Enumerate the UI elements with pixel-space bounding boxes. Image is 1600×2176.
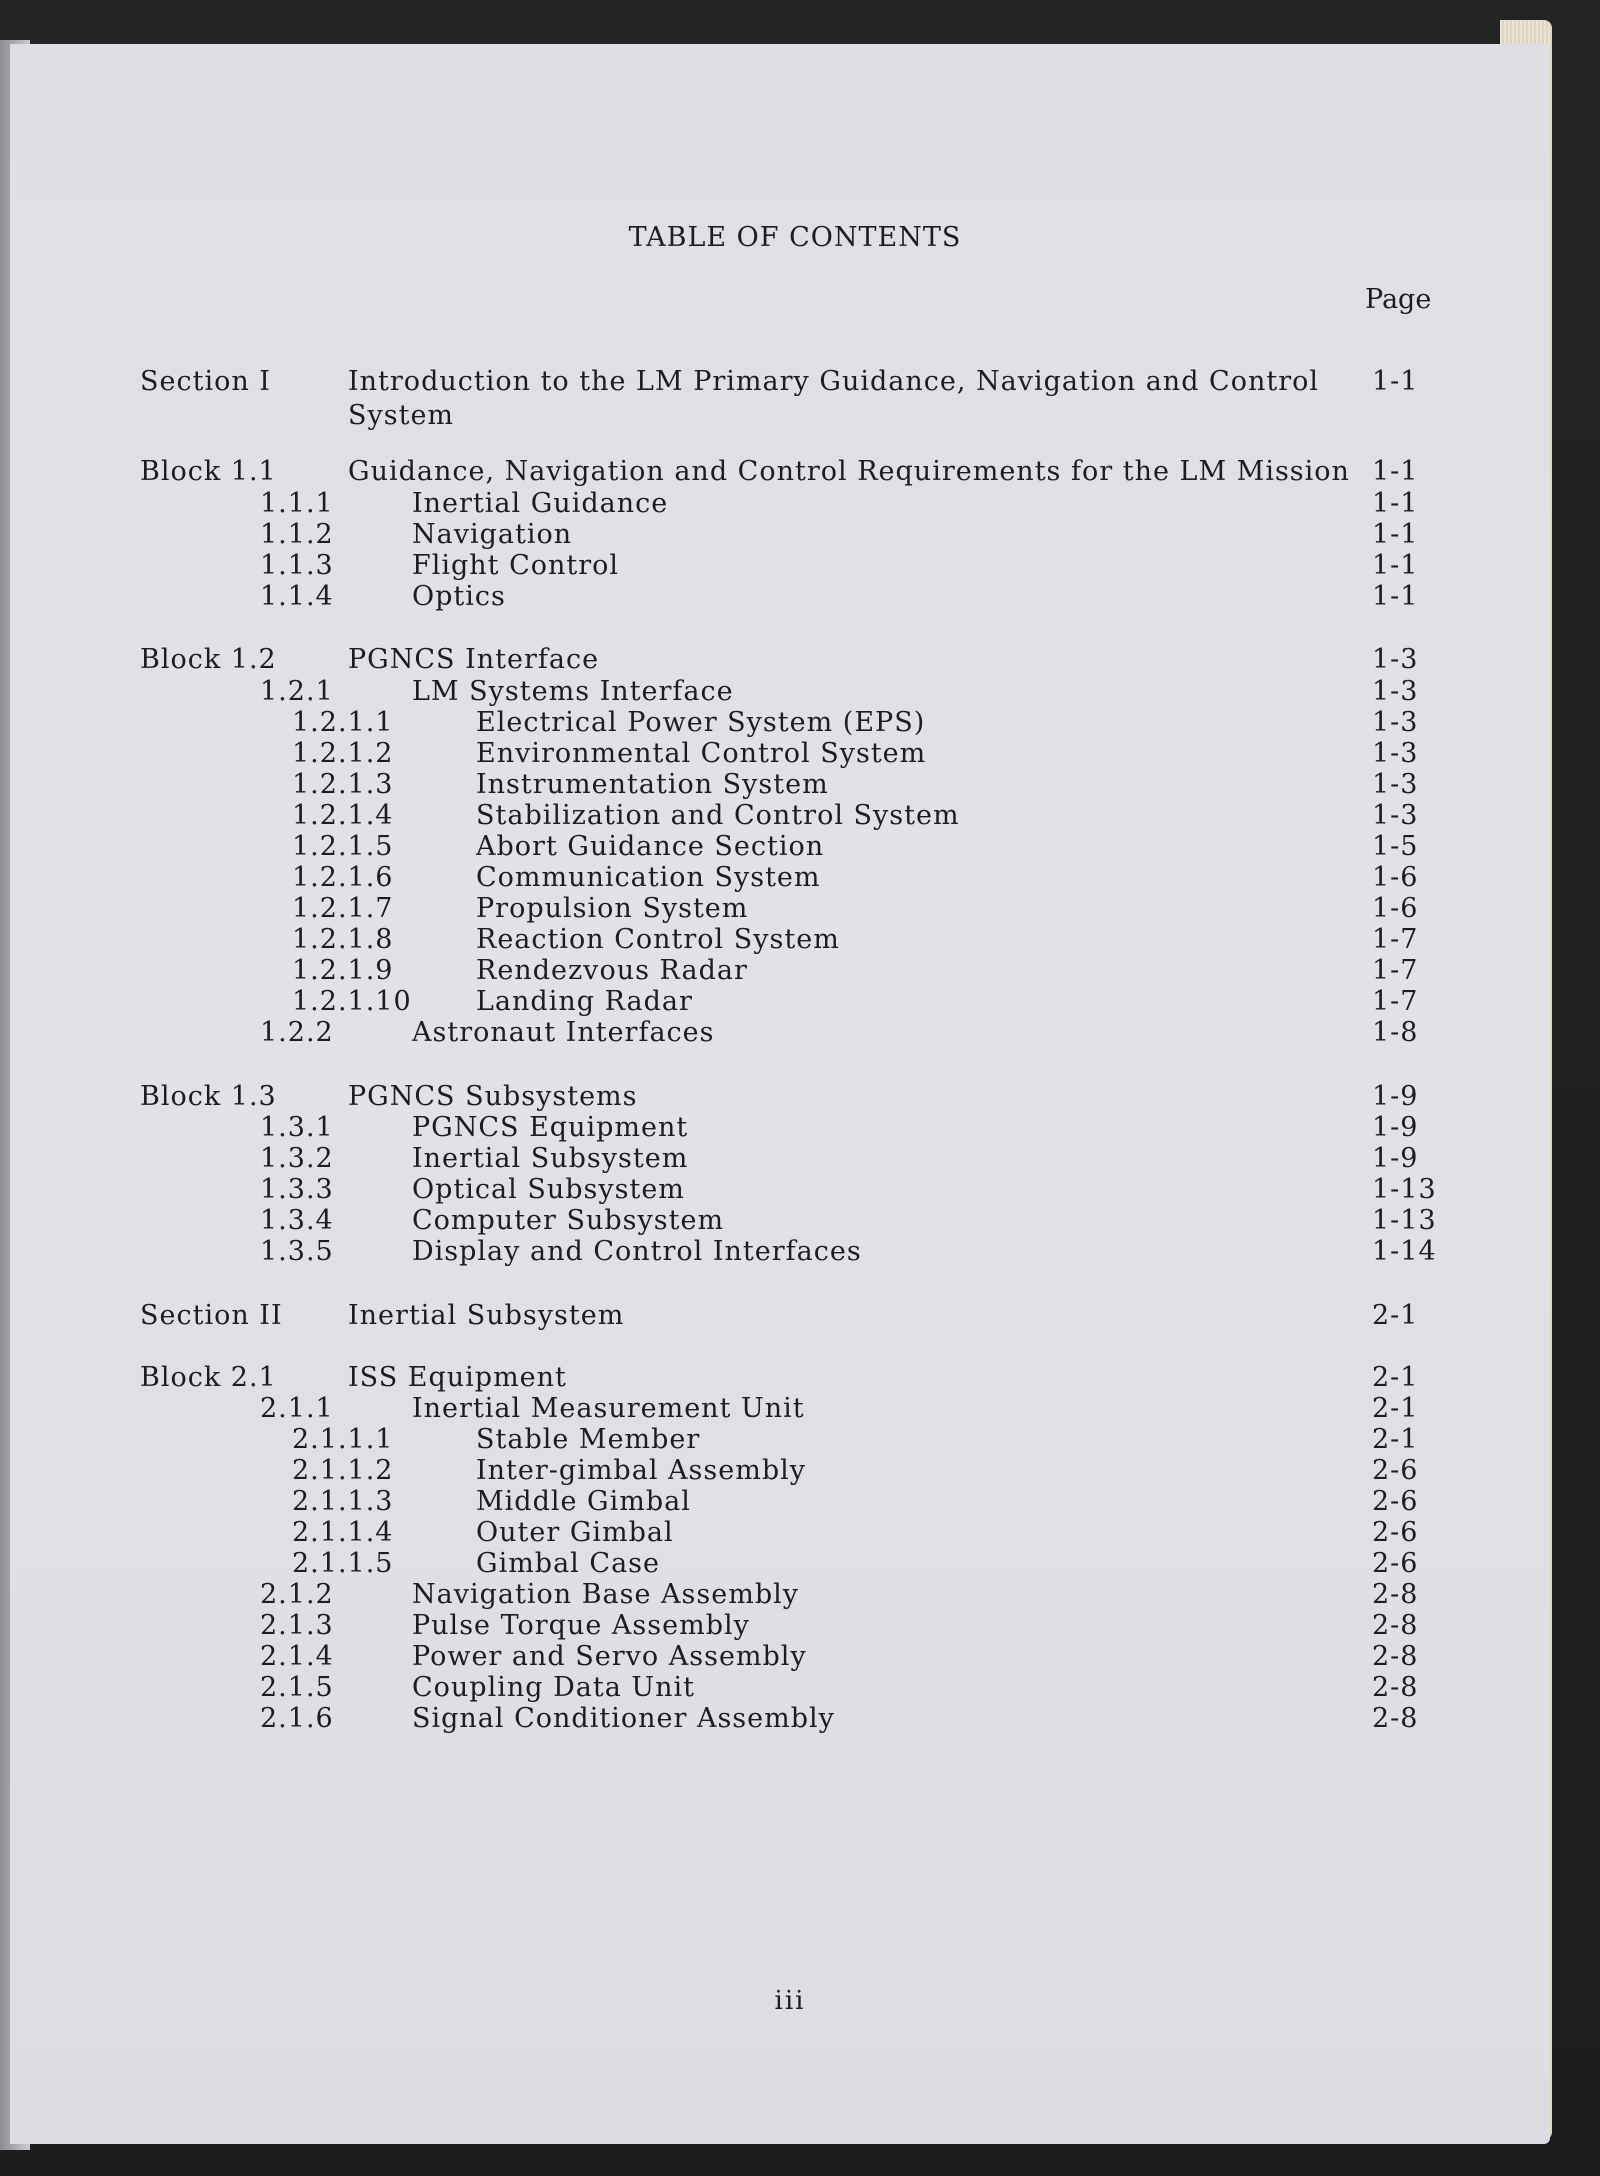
toc-entry-title: Optical Subsystem — [412, 1174, 685, 1205]
toc-entry-page: 1-7 — [1372, 924, 1419, 955]
toc-entry — [10, 1017, 1550, 1049]
toc-entry-number: 1.3.3 — [260, 1174, 334, 1205]
toc-entry-page: 1-5 — [1372, 831, 1419, 862]
toc-entry-title: Inter-gimbal Assembly — [476, 1455, 806, 1486]
toc-entry-title: Stable Member — [476, 1424, 701, 1455]
toc-entry-number: Block 1.1 — [140, 456, 277, 487]
toc-entry-title: Outer Gimbal — [476, 1517, 674, 1548]
toc-entry-number: 1.2.1.9 — [292, 955, 394, 986]
toc-entry-number: 1.1.4 — [260, 581, 334, 612]
toc-entry-title: Inertial Measurement Unit — [412, 1393, 805, 1424]
toc-entry — [10, 644, 1550, 676]
toc-entry — [10, 738, 1550, 770]
toc-entry-number: 1.2.1.5 — [292, 831, 394, 862]
toc-entry-page: 1-7 — [1372, 986, 1419, 1017]
document-page — [10, 44, 1550, 2144]
page-column-header: Page — [1365, 284, 1432, 315]
toc-entry — [10, 1081, 1550, 1113]
toc-entry — [10, 1143, 1550, 1175]
toc-entry-page: 2-8 — [1372, 1672, 1419, 1703]
toc-entry-title: Instrumentation System — [476, 769, 829, 800]
toc-entry-title-continuation: System — [348, 400, 455, 431]
toc-entry-title: Flight Control — [412, 550, 620, 581]
toc-entry-title: Propulsion System — [476, 893, 749, 924]
toc-entry-page: 1-1 — [1372, 488, 1419, 519]
toc-entry-page: 1-1 — [1372, 581, 1419, 612]
toc-entry-number: 1.1.1 — [260, 488, 334, 519]
toc-entry-title: Power and Servo Assembly — [412, 1641, 807, 1672]
toc-entry — [10, 1548, 1550, 1580]
toc-entry-page: 2-1 — [1372, 1424, 1419, 1455]
toc-entry — [10, 456, 1550, 488]
toc-entry — [10, 924, 1550, 956]
toc-entry — [10, 581, 1550, 613]
toc-entry-page: 1-14 — [1372, 1236, 1437, 1267]
toc-entry — [10, 800, 1550, 832]
toc-entry-page: 2-1 — [1372, 1362, 1419, 1393]
toc-entry-number: Block 1.3 — [140, 1081, 277, 1112]
toc-entry — [10, 769, 1550, 801]
toc-entry-number: 2.1.1.3 — [292, 1486, 394, 1517]
toc-entry-number: 2.1.1.1 — [292, 1424, 394, 1455]
toc-entry-number: 1.2.1.3 — [292, 769, 394, 800]
toc-entry-number: 1.3.1 — [260, 1112, 334, 1143]
toc-entry-title: Coupling Data Unit — [412, 1672, 696, 1703]
toc-entry-number: Block 2.1 — [140, 1362, 277, 1393]
toc-entry-number: 1.1.3 — [260, 550, 334, 581]
toc-entry-title: Stabilization and Control System — [476, 800, 960, 831]
toc-entry — [10, 519, 1550, 551]
toc-entry — [10, 1424, 1550, 1456]
toc-entry-title: PGNCS Subsystems — [348, 1081, 638, 1112]
toc-entry-title: Navigation Base Assembly — [412, 1579, 800, 1610]
toc-entry — [10, 831, 1550, 863]
toc-entry-page: 2-6 — [1372, 1486, 1419, 1517]
toc-entry-number: 2.1.1 — [260, 1393, 334, 1424]
toc-entry — [10, 1610, 1550, 1642]
toc-entry-title: Computer Subsystem — [412, 1205, 725, 1236]
toc-entry-page: 1-3 — [1372, 800, 1419, 831]
toc-entry-page: 1-3 — [1372, 676, 1419, 707]
toc-entry-number: 2.1.1.2 — [292, 1455, 394, 1486]
toc-entry — [10, 1703, 1550, 1735]
toc-entry-title: Inertial Guidance — [412, 488, 669, 519]
toc-entry-number: 2.1.2 — [260, 1579, 334, 1610]
toc-entry-number: Section II — [140, 1300, 283, 1331]
toc-entry-title: Landing Radar — [476, 986, 693, 1017]
toc-entry-number: 1.2.1.1 — [292, 707, 394, 738]
toc-entry — [10, 1641, 1550, 1673]
toc-entry-number: 1.2.1.10 — [292, 986, 412, 1017]
toc-entry-page: 2-8 — [1372, 1579, 1419, 1610]
toc-entry — [10, 1486, 1550, 1518]
toc-entry-page: 1-3 — [1372, 769, 1419, 800]
toc-entry-number: 1.2.1 — [260, 676, 334, 707]
toc-entry-number: 1.1.2 — [260, 519, 334, 550]
toc-entry-number: 1.2.1.2 — [292, 738, 394, 769]
toc-entry-number: 1.2.2 — [260, 1017, 334, 1048]
toc-entry — [10, 862, 1550, 894]
toc-entry-number: 2.1.1.4 — [292, 1517, 394, 1548]
toc-entry-page: 1-3 — [1372, 738, 1419, 769]
toc-entry-page: 1-6 — [1372, 893, 1419, 924]
toc-entry-number: 2.1.3 — [260, 1610, 334, 1641]
toc-entry-page: 1-8 — [1372, 1017, 1419, 1048]
toc-entry — [10, 676, 1550, 708]
toc-entry-number: 1.2.1.7 — [292, 893, 394, 924]
toc-entry-page: 2-6 — [1372, 1548, 1419, 1579]
toc-entry-page: 1-9 — [1372, 1143, 1419, 1174]
toc-entry-page: 2-1 — [1372, 1300, 1419, 1331]
toc-entry — [10, 1579, 1550, 1611]
toc-entry-page: 2-6 — [1372, 1455, 1419, 1486]
toc-entry-page: 2-8 — [1372, 1641, 1419, 1672]
toc-entry — [10, 707, 1550, 739]
toc-entry-title: Astronaut Interfaces — [412, 1017, 715, 1048]
toc-entry — [10, 1672, 1550, 1704]
toc-entry-page: 1-1 — [1372, 519, 1419, 550]
toc-list — [10, 44, 1550, 2144]
toc-entry-page: 1-9 — [1372, 1081, 1419, 1112]
toc-entry-page: 1-3 — [1372, 644, 1419, 675]
toc-entry-title: Reaction Control System — [476, 924, 840, 955]
toc-entry-title: PGNCS Equipment — [412, 1112, 689, 1143]
toc-entry — [10, 1517, 1550, 1549]
toc-entry-number: 1.2.1.4 — [292, 800, 394, 831]
toc-entry — [10, 488, 1550, 520]
toc-entry-page: 2-8 — [1372, 1610, 1419, 1641]
toc-entry-title: Communication System — [476, 862, 821, 893]
toc-entry-title: Gimbal Case — [476, 1548, 660, 1579]
toc-entry-page: 1-1 — [1372, 366, 1419, 397]
toc-entry — [10, 1112, 1550, 1144]
toc-entry-title: ISS Equipment — [348, 1362, 567, 1393]
toc-entry-number: 1.3.2 — [260, 1143, 334, 1174]
toc-entry — [10, 1205, 1550, 1237]
toc-entry-number: 1.2.1.8 — [292, 924, 394, 955]
toc-entry-title: Introduction to the LM Primary Guidance, Navigation and Control — [348, 366, 1320, 397]
toc-entry-page: 1-9 — [1372, 1112, 1419, 1143]
toc-entry-number: 2.1.6 — [260, 1703, 334, 1734]
toc-title: TABLE OF CONTENTS — [628, 222, 962, 253]
toc-entry — [10, 1236, 1550, 1268]
toc-entry-number: 2.1.4 — [260, 1641, 334, 1672]
toc-entry-title: Middle Gimbal — [476, 1486, 691, 1517]
toc-entry-page: 1-13 — [1372, 1205, 1437, 1236]
toc-entry-title: Signal Conditioner Assembly — [412, 1703, 835, 1734]
toc-entry-number: 2.1.1.5 — [292, 1548, 394, 1579]
toc-entry-title: LM Systems Interface — [412, 676, 734, 707]
toc-entry-page: 1-6 — [1372, 862, 1419, 893]
toc-entry — [10, 1362, 1550, 1394]
toc-entry-title: Inertial Subsystem — [348, 1300, 625, 1331]
toc-entry-number: 1.2.1.6 — [292, 862, 394, 893]
toc-entry-page: 1-3 — [1372, 707, 1419, 738]
toc-entry — [10, 1174, 1550, 1206]
toc-entry-page: 2-8 — [1372, 1703, 1419, 1734]
toc-entry-title: PGNCS Interface — [348, 644, 600, 675]
toc-entry — [10, 893, 1550, 925]
toc-entry-number: 2.1.5 — [260, 1672, 334, 1703]
toc-entry — [10, 366, 1550, 431]
toc-entry-number: 1.3.5 — [260, 1236, 334, 1267]
toc-entry-number: 1.3.4 — [260, 1205, 334, 1236]
toc-entry-page: 1-13 — [1372, 1174, 1437, 1205]
toc-entry-title: Abort Guidance Section — [476, 831, 825, 862]
page-folio: iii — [774, 1986, 806, 2016]
toc-entry — [10, 986, 1550, 1018]
toc-entry-page: 1-7 — [1372, 955, 1419, 986]
toc-entry-page: 2-1 — [1372, 1393, 1419, 1424]
toc-entry — [10, 1300, 1550, 1332]
toc-entry-number: Block 1.2 — [140, 644, 277, 675]
toc-entry-title: Inertial Subsystem — [412, 1143, 689, 1174]
toc-entry-title: Electrical Power System (EPS) — [476, 707, 926, 738]
toc-entry — [10, 1393, 1550, 1425]
toc-entry-page: 2-6 — [1372, 1517, 1419, 1548]
toc-entry-number: Section I — [140, 366, 271, 397]
toc-entry-title: Pulse Torque Assembly — [412, 1610, 750, 1641]
toc-entry — [10, 550, 1550, 582]
toc-entry-title: Rendezvous Radar — [476, 955, 748, 986]
toc-entry — [10, 955, 1550, 987]
toc-entry-title: Navigation — [412, 519, 573, 550]
toc-entry-page: 1-1 — [1372, 550, 1419, 581]
toc-entry-title: Display and Control Interfaces — [412, 1236, 862, 1267]
toc-entry-title: Guidance, Navigation and Control Requirements for the LM Mission — [348, 456, 1350, 487]
toc-entry-title: Optics — [412, 581, 506, 612]
toc-entry-title: Environmental Control System — [476, 738, 927, 769]
toc-entry — [10, 1455, 1550, 1487]
toc-entry-page: 1-1 — [1372, 456, 1419, 487]
